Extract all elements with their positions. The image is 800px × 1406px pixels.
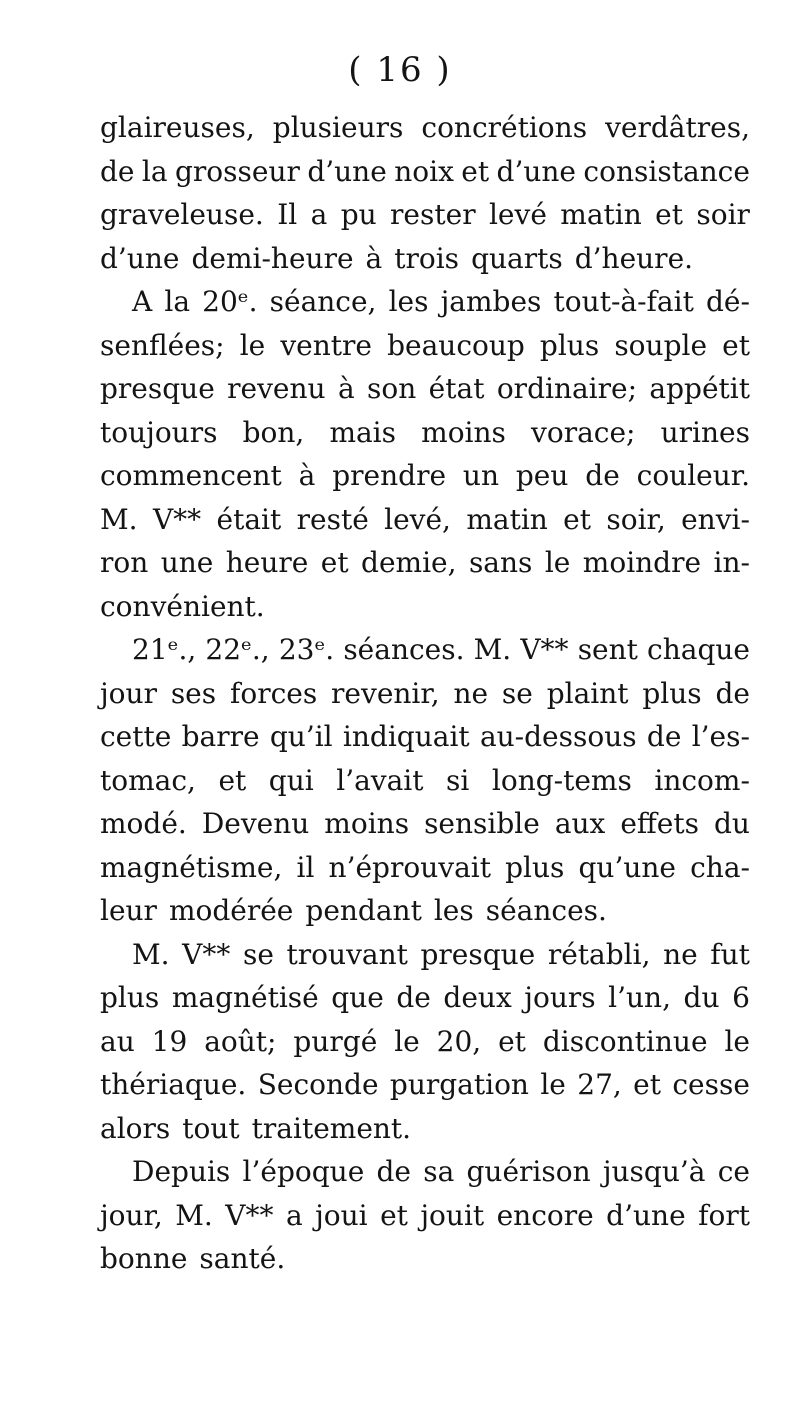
word: et xyxy=(380,1198,408,1232)
word: M. xyxy=(175,1198,213,1232)
text-line xyxy=(100,1237,750,1281)
word: discontinue xyxy=(542,1024,708,1058)
word: pu xyxy=(340,198,377,231)
word: rétabli, xyxy=(547,937,651,971)
word: 20ᵉ. xyxy=(202,285,258,318)
word: demie, xyxy=(361,546,457,579)
word: 23ᵉ. xyxy=(278,633,335,666)
word: presque xyxy=(420,937,536,971)
word: ron xyxy=(100,546,149,579)
word: encore xyxy=(496,1198,594,1232)
text-line xyxy=(100,672,750,716)
text-line xyxy=(100,498,750,542)
word: indiquait xyxy=(342,720,470,753)
text-line xyxy=(100,237,750,281)
word: son xyxy=(367,372,417,405)
word: M. xyxy=(100,502,138,536)
word: V** xyxy=(225,1198,274,1232)
word: jouit xyxy=(420,1198,485,1232)
word: et xyxy=(633,1068,661,1101)
word: quarts xyxy=(471,241,563,275)
text-line xyxy=(100,628,750,672)
word: jour xyxy=(100,676,157,710)
word: il xyxy=(296,850,315,884)
text-line xyxy=(100,1107,750,1151)
word: moins xyxy=(324,807,410,840)
word: de xyxy=(376,1155,411,1188)
word: moindre xyxy=(582,546,702,579)
word: ordinaire; xyxy=(496,372,638,405)
word: urines xyxy=(660,415,750,449)
word: tout-à-fait xyxy=(553,285,694,318)
word: et xyxy=(563,502,591,536)
word: revenir, xyxy=(331,676,440,710)
text-line xyxy=(100,976,750,1020)
word: purgation xyxy=(389,1068,529,1101)
word: deux xyxy=(443,981,512,1014)
word: purgé xyxy=(293,1024,378,1058)
word: M. xyxy=(132,937,170,971)
word: fort xyxy=(698,1198,750,1232)
word: chaque xyxy=(647,633,750,666)
word: et xyxy=(461,154,490,188)
text-line xyxy=(100,846,750,890)
word: mais xyxy=(329,415,397,449)
word: était xyxy=(216,502,282,536)
word: magnétisé xyxy=(171,981,319,1014)
word: soir, xyxy=(606,502,666,536)
word: consistance xyxy=(583,154,750,188)
word: V** xyxy=(152,502,202,536)
word: de xyxy=(396,981,431,1014)
word: moins xyxy=(421,415,506,449)
word: appétit xyxy=(649,372,750,405)
text-line xyxy=(100,1150,750,1194)
word: 19 xyxy=(151,1024,188,1058)
word: a xyxy=(285,1198,303,1232)
text-line xyxy=(100,324,750,368)
word: se xyxy=(501,676,533,710)
text-line xyxy=(100,411,750,455)
word: plus xyxy=(642,676,702,710)
word: a xyxy=(310,198,328,231)
word: graveleuse. xyxy=(100,198,264,231)
text-line xyxy=(100,280,750,324)
word: au-dessous xyxy=(479,720,637,753)
word: de xyxy=(100,154,135,188)
word: modé. xyxy=(100,807,187,840)
word: de xyxy=(585,459,620,492)
word: plus xyxy=(539,328,600,362)
word: jours xyxy=(524,981,596,1014)
word: jambes xyxy=(440,285,542,318)
word: qu’une xyxy=(578,850,676,884)
word: à xyxy=(298,459,316,492)
word: vorace; xyxy=(531,415,636,449)
word: d’une xyxy=(496,154,576,188)
word: trouvant xyxy=(286,937,408,971)
word: les xyxy=(433,894,474,927)
word: bon, xyxy=(242,415,305,449)
word: se xyxy=(243,937,274,971)
text-line xyxy=(100,1194,750,1238)
word: et xyxy=(655,198,683,231)
word: Seconde xyxy=(257,1068,379,1101)
word: Devenu xyxy=(201,807,310,840)
word: 6 xyxy=(732,981,750,1014)
word: matin xyxy=(560,198,642,231)
word: Il xyxy=(277,198,298,231)
word: tout xyxy=(182,1111,240,1145)
word: barre xyxy=(181,720,260,753)
word: santé. xyxy=(199,1242,286,1275)
text-line xyxy=(100,759,750,803)
word: thériaque. xyxy=(100,1068,247,1101)
word: concrétions xyxy=(421,111,588,144)
word: de xyxy=(646,720,682,753)
word: aux xyxy=(554,807,606,840)
word: et xyxy=(218,763,247,797)
word: envi- xyxy=(681,502,750,536)
word: qui xyxy=(268,763,314,797)
word: presque xyxy=(100,372,215,405)
word: le xyxy=(394,1024,420,1058)
word: plaint xyxy=(546,676,629,710)
word: à xyxy=(337,372,355,405)
word: les xyxy=(388,285,429,318)
word: état xyxy=(428,372,485,405)
word: la xyxy=(164,285,191,318)
word: si xyxy=(446,763,470,797)
word: modérée xyxy=(168,894,294,927)
word: convénient. xyxy=(100,589,265,623)
word: séances. xyxy=(485,894,607,927)
text-line xyxy=(100,454,750,498)
body-text xyxy=(100,106,750,1281)
word: de xyxy=(715,676,750,710)
word: peu xyxy=(515,459,569,492)
word: sent xyxy=(577,633,638,666)
word: sa xyxy=(423,1155,455,1188)
word: trois xyxy=(394,241,460,275)
word: 27, xyxy=(577,1068,622,1101)
word: resté xyxy=(296,502,369,536)
word: heure xyxy=(225,546,309,579)
word: une xyxy=(160,546,214,579)
word: sensible xyxy=(424,807,540,840)
word: fut xyxy=(710,937,750,971)
word: au xyxy=(100,1024,135,1058)
word: levé, xyxy=(384,502,451,536)
word: dé- xyxy=(705,285,750,318)
word: incom- xyxy=(654,763,750,797)
word: guérison xyxy=(466,1155,591,1188)
word: souple xyxy=(614,328,708,362)
word: V** xyxy=(182,937,231,971)
text-line xyxy=(100,150,750,194)
word: leur xyxy=(100,894,157,927)
word: 21ᵉ., xyxy=(132,633,197,666)
word: M. xyxy=(473,633,512,666)
word: l’époque xyxy=(242,1155,365,1188)
word: matin xyxy=(466,502,548,536)
word: d’une xyxy=(307,154,387,188)
word: ne xyxy=(663,937,698,971)
text-line xyxy=(100,541,750,585)
word: forces xyxy=(229,676,318,710)
word: le xyxy=(239,328,266,362)
text-line xyxy=(100,1020,750,1064)
word: à xyxy=(365,241,383,275)
word: effets xyxy=(620,807,699,840)
word: et xyxy=(320,546,349,579)
word: 20, xyxy=(436,1024,482,1058)
word: l’un, xyxy=(608,981,671,1014)
text-line xyxy=(100,889,750,933)
word: ses xyxy=(170,676,217,710)
word: long-tems xyxy=(491,763,632,797)
word: et xyxy=(722,328,750,362)
word: ne xyxy=(453,676,489,710)
word: ventre xyxy=(280,328,372,362)
word: l’es- xyxy=(691,720,750,753)
word: beaucoup xyxy=(387,328,525,362)
word: revenu xyxy=(227,372,326,405)
word: n’éprouvait xyxy=(328,850,491,884)
word: joui xyxy=(315,1198,368,1232)
word: V** xyxy=(520,633,569,666)
word: cha- xyxy=(690,850,750,884)
word: alors xyxy=(100,1111,171,1145)
word: et xyxy=(498,1024,526,1058)
text-line xyxy=(100,367,750,411)
word: senflées; xyxy=(100,328,225,362)
word: 22ᵉ., xyxy=(205,633,270,666)
word: un xyxy=(462,459,499,492)
word: commencent xyxy=(100,459,282,492)
word: ce xyxy=(717,1155,750,1188)
word: traitement. xyxy=(251,1111,412,1145)
word: qu’il xyxy=(269,720,333,753)
word: A xyxy=(132,285,153,318)
word: soir xyxy=(696,198,750,231)
word: levé xyxy=(488,198,547,231)
word: du xyxy=(714,807,750,840)
word: magnétisme, xyxy=(100,850,283,884)
text-line xyxy=(100,715,750,759)
word: d’une xyxy=(606,1198,686,1232)
word: que xyxy=(331,981,384,1014)
word: du xyxy=(683,981,720,1014)
text-line xyxy=(100,1063,750,1107)
word: le xyxy=(540,1068,566,1101)
word: séances. xyxy=(343,633,465,666)
text-line xyxy=(100,585,750,629)
word: rester xyxy=(390,198,476,231)
word: Depuis xyxy=(132,1155,231,1188)
word: jusqu’à xyxy=(602,1155,706,1188)
word: demi-heure xyxy=(191,241,354,275)
word: sans xyxy=(468,546,533,579)
word: août; xyxy=(204,1024,277,1058)
text-line xyxy=(100,193,750,237)
word: d’une xyxy=(100,241,180,275)
word: couleur. xyxy=(636,459,750,492)
text-line xyxy=(100,802,750,846)
word: d’heure. xyxy=(574,241,694,275)
word: plusieurs xyxy=(272,111,404,144)
word: glaireuses, xyxy=(100,111,255,144)
word: la xyxy=(141,154,168,188)
word: toujours xyxy=(100,415,218,449)
word: bonne xyxy=(100,1242,188,1275)
word: in- xyxy=(713,546,750,579)
word: tomac, xyxy=(100,763,196,797)
text-line xyxy=(100,106,750,150)
word: le xyxy=(544,546,571,579)
word: séance, xyxy=(269,285,377,318)
word: grosseur xyxy=(175,154,300,188)
word: l’avait xyxy=(336,763,424,797)
word: noix xyxy=(394,154,454,188)
word: jour, xyxy=(100,1198,163,1232)
word: verdâtres, xyxy=(605,111,750,144)
page-number: ( 16 ) xyxy=(348,50,452,90)
word: plus xyxy=(100,981,160,1014)
text-line xyxy=(100,933,750,977)
word: le xyxy=(724,1024,750,1058)
word: cette xyxy=(100,720,172,753)
word: cesse xyxy=(672,1068,750,1101)
word: pendant xyxy=(305,894,422,927)
word: plus xyxy=(505,850,565,884)
word: prendre xyxy=(332,459,447,492)
